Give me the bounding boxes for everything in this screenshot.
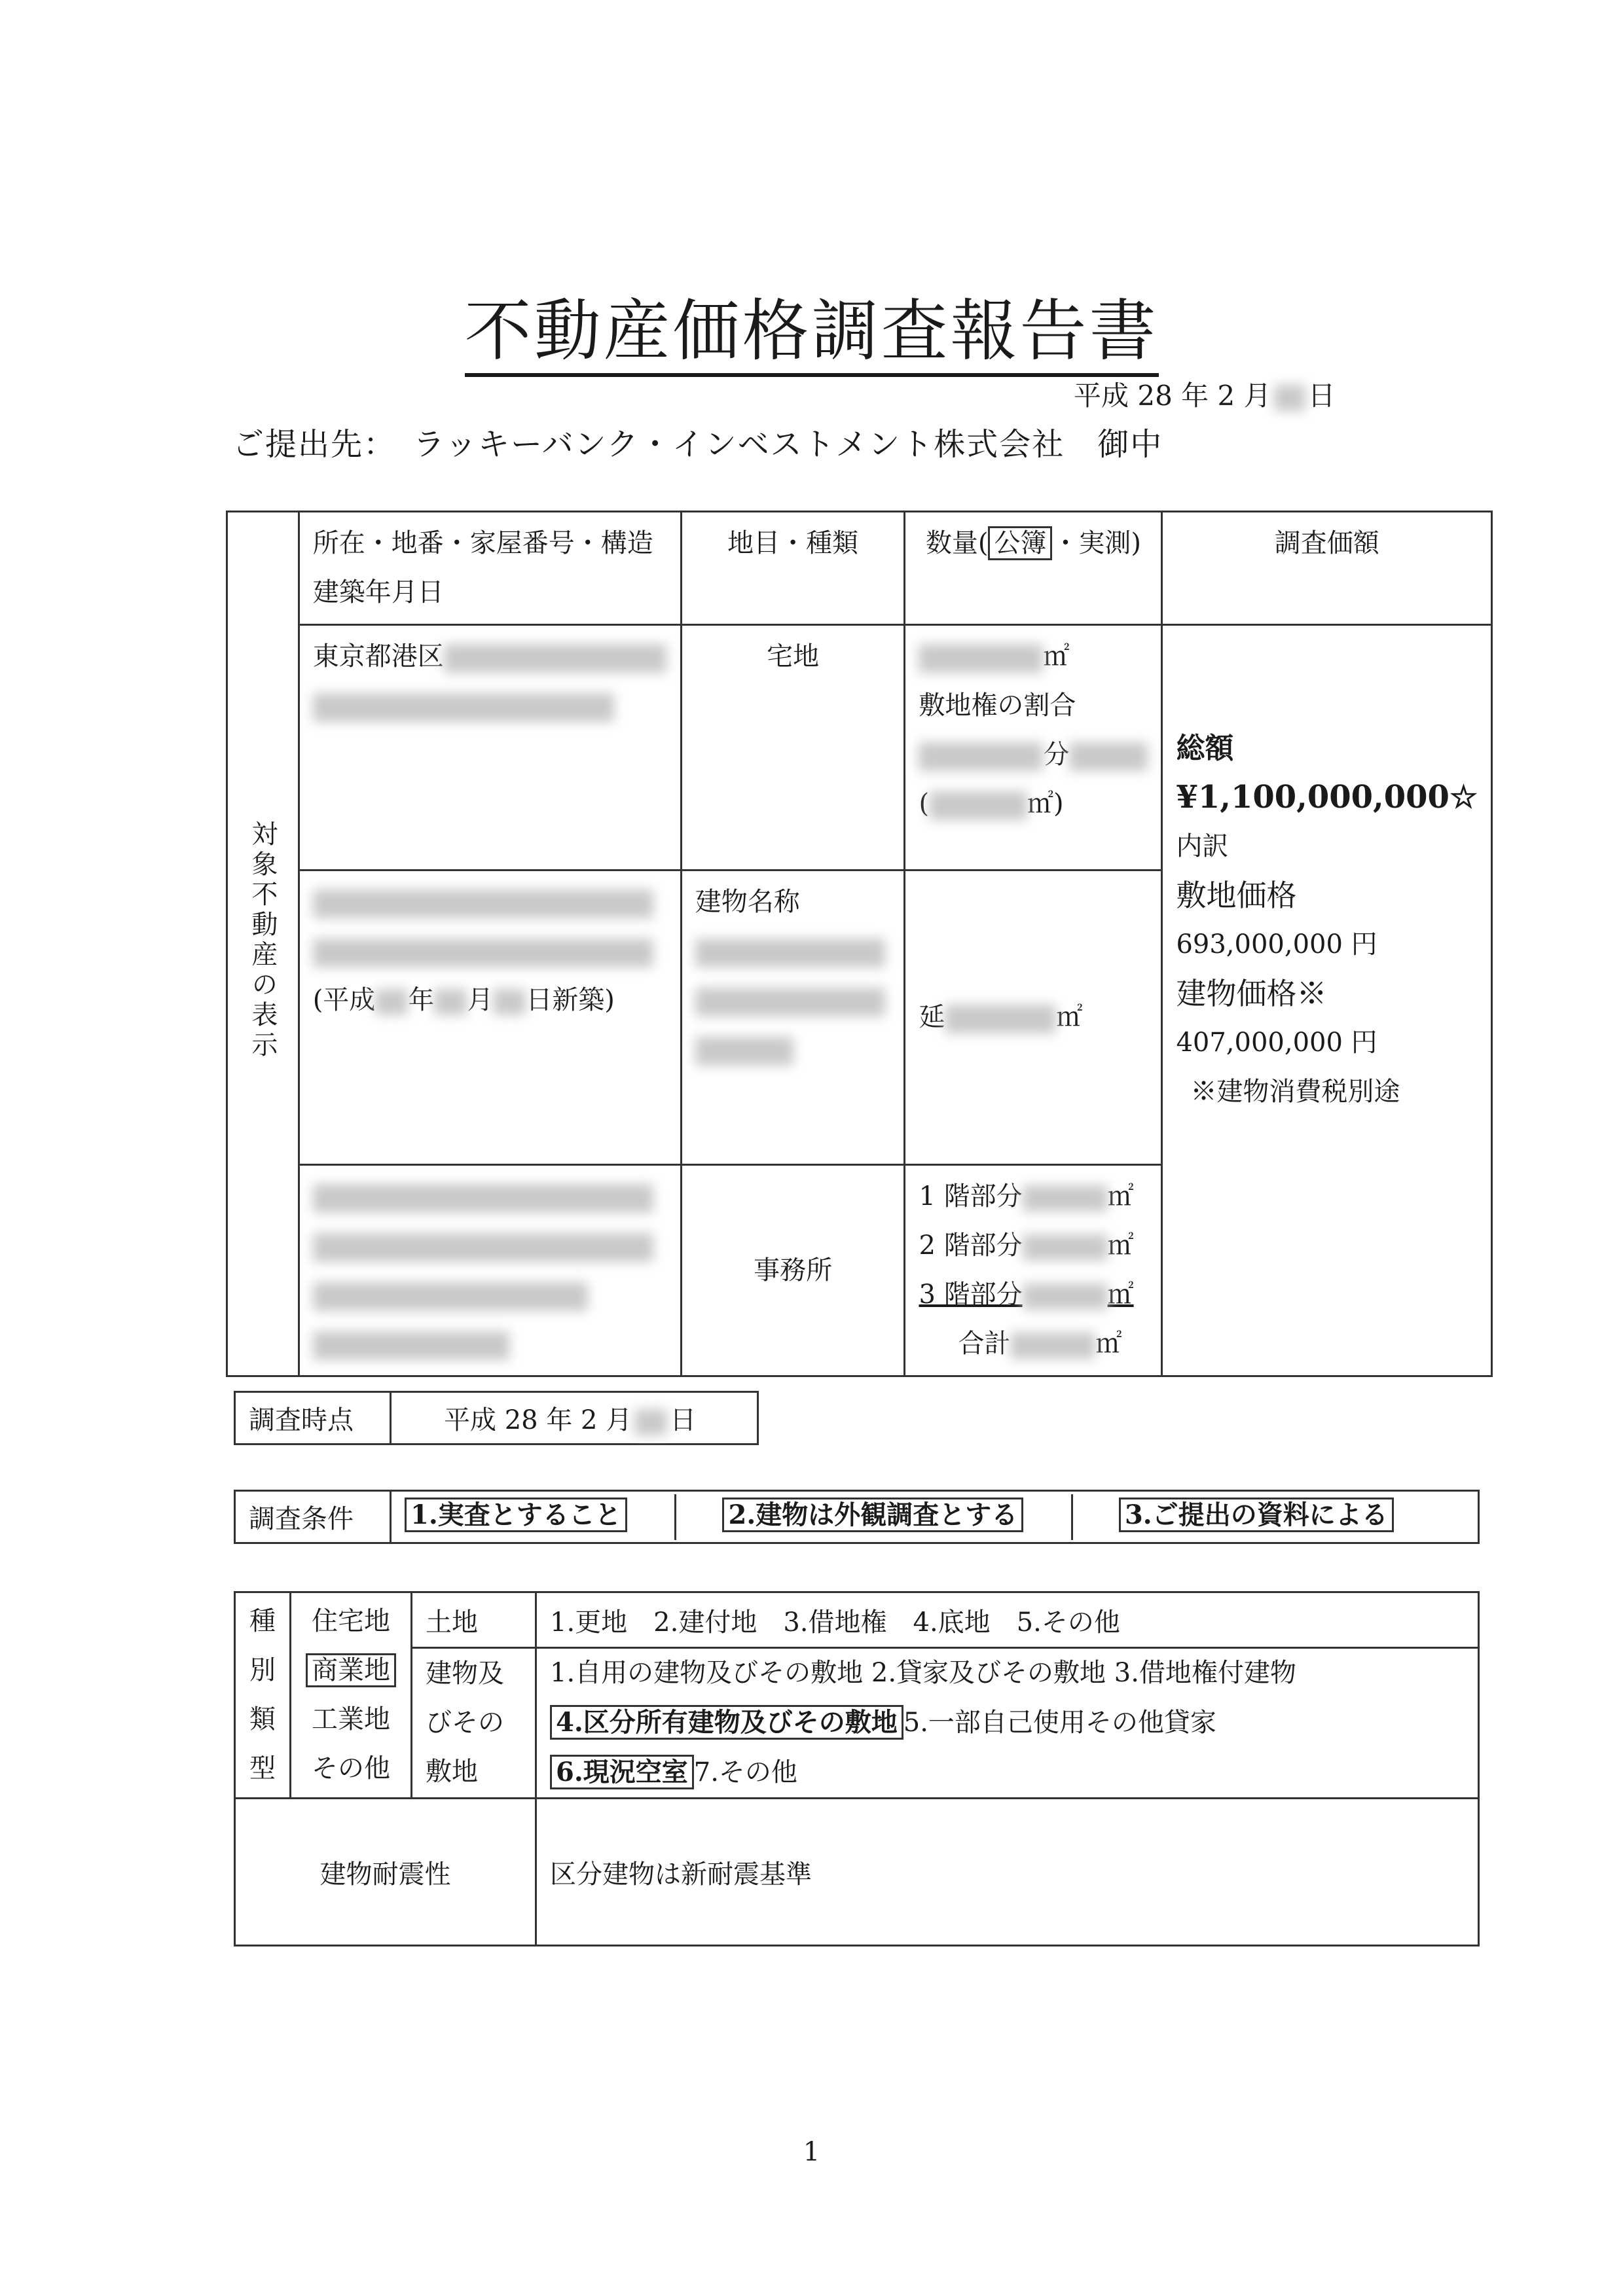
district-residential: 住宅地 [312,1606,390,1636]
header-price: 調査価額 [1274,528,1379,558]
row3-type: 事務所 [754,1255,833,1285]
row3-redacted-3 [313,1270,667,1319]
redacted-building-2 [313,939,653,967]
district-industrial: 工業地 [312,1704,390,1734]
district-commercial [292,1646,410,1695]
row1-sqm: ㎡ [1043,641,1070,672]
row3-redacted-4 [313,1319,667,1369]
row3-floor1 [919,1172,1148,1221]
row1-bun: 分 [1043,740,1070,770]
price-cell [1162,625,1492,1376]
header-quantity-cell [905,512,1162,625]
row2-building-name: 建物名称 [695,887,800,917]
row1-location-text: 東京都港区 [312,641,444,672]
price-building-label: 建物価格※ [1176,976,1327,1011]
survey-time-table [234,1391,759,1445]
header-quantity [919,519,1148,568]
row1-quantity-cell [905,625,1162,870]
row3-floor3 [919,1270,1148,1319]
seismic-label: 建物耐震性 [319,1859,451,1890]
building-label-cell [412,1648,536,1799]
building-options-line2 [550,1698,1465,1748]
redacted-built-day [493,989,526,1015]
class-label-cell [235,1592,291,1799]
row3-total [919,1319,1148,1369]
header-quantity-boxed: 公簿 [988,526,1052,560]
redacted-building-1 [313,889,653,918]
property-side-label-cell [227,512,299,1376]
building-options-line3 [550,1748,1465,1797]
row1-location-cell [299,625,681,870]
class-label-1: 種 [249,1606,276,1636]
redacted-name-2 [695,988,885,1016]
classification-table [234,1591,1480,1946]
row3-redacted-1 [313,1172,667,1221]
row2-name-redacted-1 [695,927,891,976]
redacted-floor1 [1023,1185,1108,1211]
survey-conditions-table [234,1490,1480,1544]
price-total-label: 総額 [1176,732,1234,765]
price-land-label: 敷地価格 [1176,878,1297,913]
row3-floor2-sqm: ㎡ [1107,1230,1134,1261]
row2-name-redacted-2 [695,976,891,1025]
price-breakdown: 内訳 [1176,831,1229,861]
row3-type-cell [681,1165,905,1376]
report-date [1074,374,1336,414]
class-label-3: 類 [249,1704,276,1734]
building-opt4-boxed: 4.区分所有建物及びその敷地 [550,1705,903,1740]
seismic-value-cell [536,1799,1479,1946]
row2-built [313,976,667,1025]
row3-floors-cell [905,1165,1162,1376]
row2-name-redacted-3 [695,1025,891,1074]
row1-area [919,632,1148,681]
redacted-month [434,989,467,1015]
header-price-cell [1162,512,1492,625]
price-building-value: 407,000,000 円 [1176,1028,1377,1058]
header-quantity-prefix: 数量( [925,528,989,558]
redacted-day [1274,385,1305,411]
seismic-label-cell [235,1799,536,1946]
property-table [226,511,1493,1377]
land-label: 土地 [426,1607,478,1638]
survey-time-prefix: 平成 28 年 2 月 [444,1405,632,1435]
row2-month: 月 [467,985,494,1015]
redacted-address [444,644,666,673]
header-land-type: 地目・種類 [727,528,859,558]
redacted-address-2 [313,693,614,722]
redacted-year [375,989,408,1015]
seismic-value: 区分建物は新耐震基準 [550,1859,812,1890]
row3-total-label: 合計 [958,1329,1011,1359]
document-title: 不動産価格調査報告書 [465,293,1159,377]
row3-floor3-sqm: ㎡ [1107,1280,1134,1310]
redacted-ratio-a [919,742,1043,771]
row2-redacted-1 [313,878,667,927]
row3-floor1-sqm: ㎡ [1107,1181,1134,1211]
addressee: ご提出先： ラッキーバンク・インベストメント株式会社 御中 [232,426,1163,463]
redacted-name-1 [695,939,885,967]
survey-time-value [391,1392,758,1444]
row3-floor2 [919,1221,1148,1270]
row1-location [313,632,667,681]
row3-redacted-2 [313,1221,667,1270]
row3-floor1-label: 1 階部分 [919,1181,1023,1211]
row1-paren-open: ( [919,789,930,819]
condition-divider-1 [674,1494,722,1540]
row2-sqm: ㎡ [1056,1002,1083,1032]
row1-paren-close: ㎡) [1027,789,1064,819]
condition-2: 2.建物は外観調査とする [722,1498,1023,1532]
redacted-unit-3 [313,1282,588,1311]
condition-divider-2 [1071,1494,1119,1540]
redacted-share-area [929,791,1027,820]
land-options-cell [536,1592,1479,1648]
class-label-4: 型 [249,1753,276,1784]
building-label-3: 敷地 [426,1757,478,1787]
redacted-floor3 [1023,1283,1108,1310]
price-total-value: ¥1,100,000,000☆ [1176,779,1478,816]
row1-ratio [919,730,1148,780]
redacted-name-3 [695,1037,793,1066]
row1-land-type: 宅地 [767,641,820,672]
redacted-unit-1 [313,1184,653,1213]
condition-3: 3.ご提出の資料による [1119,1498,1394,1532]
row1-land-type-cell [681,625,905,870]
row2-floor-area-cell [905,870,1162,1165]
header-location-cell [299,512,681,625]
price-tax-note: ※建物消費税別途 [1190,1077,1400,1107]
redacted-unit-2 [313,1233,653,1262]
building-opt6-boxed: 6.現況空室 [550,1755,694,1789]
header-land-type-cell [681,512,905,625]
redacted-survey-day [634,1409,667,1435]
report-date-prefix: 平成 28 年 2 月 [1074,380,1271,412]
land-label-cell [412,1592,536,1648]
row2-redacted-2 [313,927,667,976]
building-opt5: 5.一部自己使用その他貸家 [903,1708,1216,1738]
survey-conditions-values [391,1491,1479,1543]
redacted-total [1010,1333,1095,1359]
building-opt7: 7.その他 [693,1757,797,1787]
row2-floor-area-prefix: 延 [919,1002,945,1032]
header-quantity-suffix: ・実測) [1052,528,1142,558]
district-cell [291,1592,412,1799]
row2-building-name-cell [681,870,905,1165]
class-label-2: 別 [249,1655,276,1685]
property-side-label: 対象不動産の表示 [247,820,278,1061]
row2-year: 年 [408,985,435,1015]
land-options: 1.更地 2.建付地 3.借地権 4.底地 5.その他 [550,1607,1120,1638]
redacted-unit-4 [313,1331,509,1360]
redacted-area [919,644,1043,673]
row3-location-cell [299,1165,681,1376]
row1-location-2 [313,681,667,730]
page-number: 1 [803,2137,820,2167]
row1-ratio-label: 敷地権の割合 [919,691,1076,721]
row2-floor-area [919,993,1148,1042]
survey-time-suffix: 日 [670,1405,697,1435]
survey-conditions-label: 調査条件 [235,1491,391,1543]
condition-1: 1.実査とすること [405,1498,627,1532]
row3-floor2-label: 2 階部分 [919,1230,1023,1261]
redacted-ratio-b [1069,742,1148,771]
row2-built-prefix: (平成 [312,985,376,1015]
row2-location-cell [299,870,681,1165]
document-title-wrap [0,278,1623,374]
row1-share-area [919,780,1148,829]
district-commercial-boxed: 商業地 [306,1653,396,1687]
row2-day: 日新築) [526,985,615,1015]
header-location: 所在・地番・家屋番号・構造 [312,528,653,558]
price-land-value: 693,000,000 円 [1176,929,1377,960]
survey-time-label: 調査時点 [235,1392,391,1444]
row3-total-sqm: ㎡ [1095,1329,1122,1359]
building-options-cell [536,1648,1479,1799]
redacted-floor2 [1023,1234,1108,1261]
report-date-suffix: 日 [1307,380,1336,412]
building-options-line1: 1.自用の建物及びその敷地 2.貸家及びその敷地 3.借地権付建物 [550,1658,1296,1688]
building-label-1: 建物及 [426,1659,504,1689]
redacted-floor-area [945,1005,1056,1033]
header-built: 建築年月日 [312,577,444,607]
district-other: その他 [312,1753,390,1784]
row3-floor3-label: 3 階部分 [919,1280,1023,1310]
building-label-2: びその [426,1708,504,1738]
